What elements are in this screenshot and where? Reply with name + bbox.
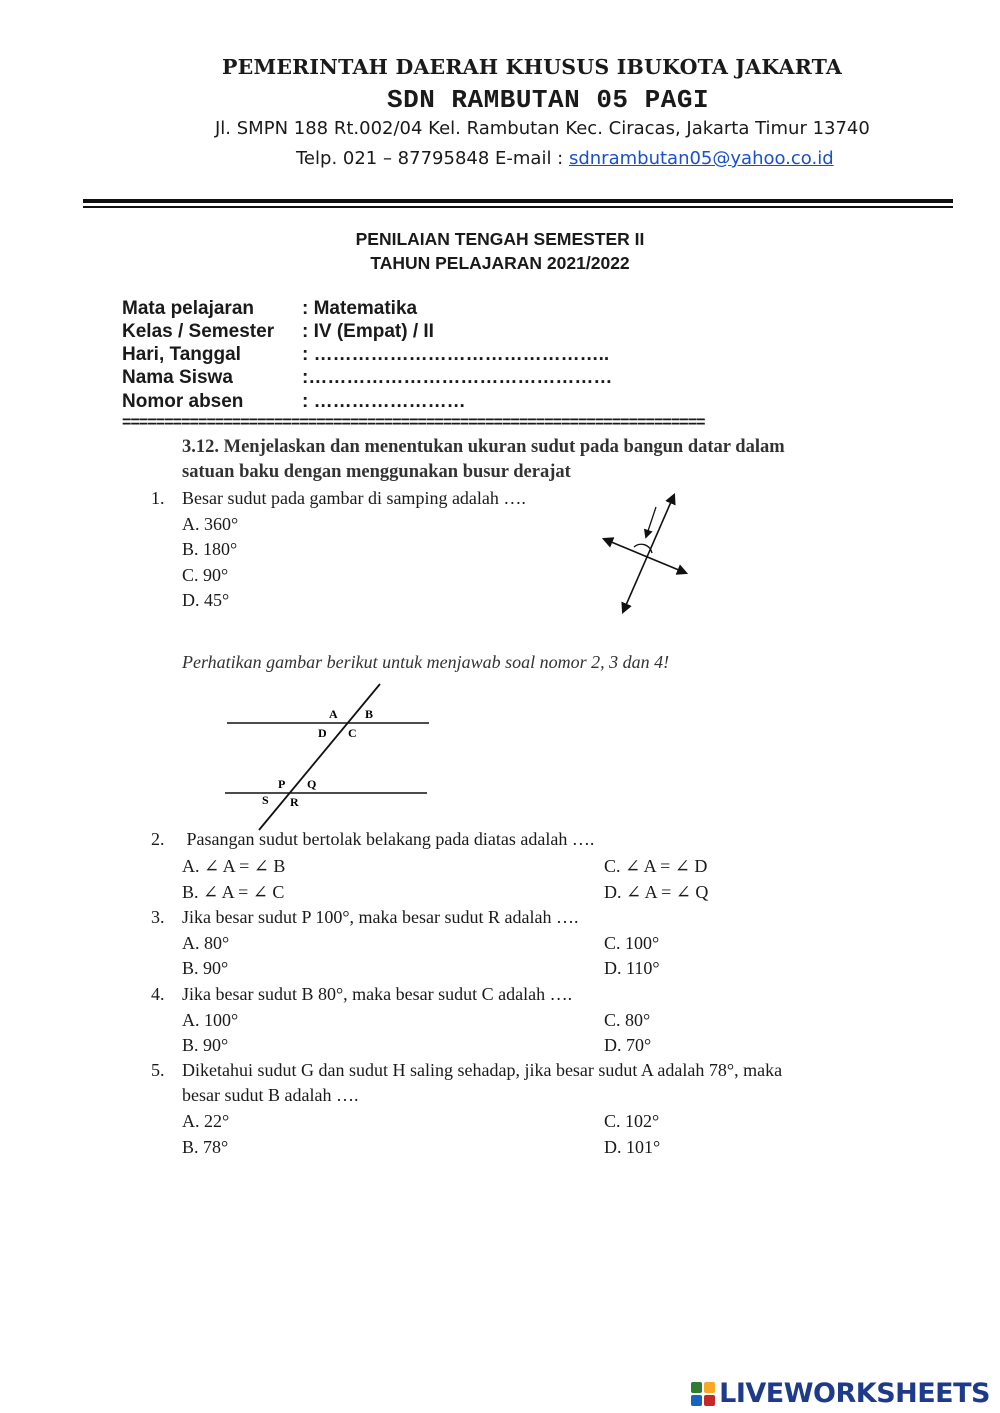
question-4-option-b[interactable]: B. 90° [182,1035,229,1055]
school-contact [296,148,834,169]
government-name: PEMERINTAH DAERAH KHUSUS IBUKOTA JAKARTA [222,55,843,79]
question-5-option-a[interactable]: A. 22° [182,1111,230,1131]
question-3-option-a[interactable]: A. 80° [182,933,230,953]
question-1-text: Besar sudut pada gambar di samping adalah …. [182,488,526,508]
liveworksheets-watermark [691,1378,990,1409]
info-value-date[interactable]: : ……………………………………….. [302,344,610,365]
question-2-text: Pasangan sudut bertolak belakang pada diatas adalah …. [182,829,595,849]
question-4-option-d[interactable]: D. 70° [604,1035,652,1055]
info-value-subject: : Matematika [302,298,418,319]
figure2-label-d: D [318,726,327,740]
question-5-option-b[interactable]: B. 78° [182,1137,229,1157]
figure1-angle-pointer [646,507,656,537]
figure1-line-shallow [604,539,686,573]
question-4-option-a[interactable]: A. 100° [182,1010,239,1030]
figure1-line-steep [623,495,674,612]
question-4-number: 4. [151,984,165,1004]
school-name: SDN RAMBUTAN 05 PAGI [387,85,710,115]
equals-divider: ===================================================================== [122,414,705,431]
question-5-option-d[interactable]: D. 101° [604,1137,661,1157]
question-1-option-b[interactable]: B. 180° [182,539,238,559]
watermark-text: LIVEWORKSHEETS [719,1378,990,1409]
question-2-option-b[interactable]: B. ∠ A = ∠ C [182,882,285,902]
figure2-label-p: P [278,777,286,791]
info-label-absen: Nomor absen [122,391,244,412]
info-label-date: Hari, Tanggal [122,344,241,365]
figure-crossing-lines [590,485,700,620]
figure2-label-r: R [290,795,299,809]
info-value-absen[interactable]: : …………………… [302,391,466,412]
competency-line-1: 3.12. Menjelaskan dan menentukan ukuran sudut pada bangun datar dalam [182,437,785,457]
question-2-number: 2. [151,829,165,849]
question-3-text: Jika besar sudut P 100°, maka besar sudut R adalah …. [182,907,579,927]
figure2-transversal [259,684,380,830]
exam-year: TAHUN PELAJARAN 2021/2022 [370,253,630,273]
figure2-label-q: Q [307,777,317,791]
figure2-label-b: B [365,707,374,721]
question-4-text: Jika besar sudut B 80°, maka besar sudut C adalah …. [182,984,573,1004]
question-3-number: 3. [151,907,165,927]
question-1-option-c[interactable]: C. 90° [182,565,229,585]
question-5-text: Diketahui sudut G dan sudut H saling sehadap, jika besar sudut A adalah 78°, maka [182,1060,783,1080]
info-label-name: Nama Siswa [122,367,233,388]
info-label-class: Kelas / Semester [122,321,275,342]
figure-parallel-lines [215,680,440,835]
question-5-option-c[interactable]: C. 102° [604,1111,660,1131]
question-3-option-c[interactable]: C. 100° [604,933,660,953]
info-value-class: : IV (Empat) / II [302,321,434,342]
question-2-option-c[interactable]: C. ∠ A = ∠ D [604,856,708,876]
letterhead-divider-thin [83,206,953,208]
question-3-option-d[interactable]: D. 110° [604,958,660,978]
question-5-text-cont: besar sudut B adalah …. [182,1085,359,1105]
letterhead-divider-thick [83,199,953,203]
figure2-label-c: C [348,726,357,740]
info-label-subject: Mata pelajaran [122,298,254,319]
school-address: Jl. SMPN 188 Rt.002/04 Kel. Rambutan Kec. Ciracas, Jakarta Timur 13740 [215,118,870,139]
question-3-option-b[interactable]: B. 90° [182,958,229,978]
exam-title: PENILAIAN TENGAH SEMESTER II [355,229,645,249]
email-link[interactable]: sdnrambutan05@yahoo.co.id [568,148,834,169]
figure2-label-s: S [262,793,269,807]
question-2-option-d[interactable]: D. ∠ A = ∠ Q [604,882,709,902]
info-value-name[interactable]: :………………………………………… [302,367,613,388]
question-5-number: 5. [151,1060,165,1080]
figure-instruction: Perhatikan gambar berikut untuk menjawab soal nomor 2, 3 dan 4! [182,652,670,672]
competency-line-2: satuan baku dengan menggunakan busur derajat [182,462,571,482]
figure2-label-a: A [329,707,338,721]
question-1-option-d[interactable]: D. 45° [182,590,230,610]
question-1-option-a[interactable]: A. 360° [182,514,239,534]
phone-text: Telp. 021 – 87795848 E-mail : [296,148,569,169]
liveworksheets-logo-icon [691,1382,715,1406]
question-1-number: 1. [151,488,165,508]
question-2-option-a[interactable]: A. ∠ A = ∠ B [182,856,286,876]
question-4-option-c[interactable]: C. 80° [604,1010,651,1030]
